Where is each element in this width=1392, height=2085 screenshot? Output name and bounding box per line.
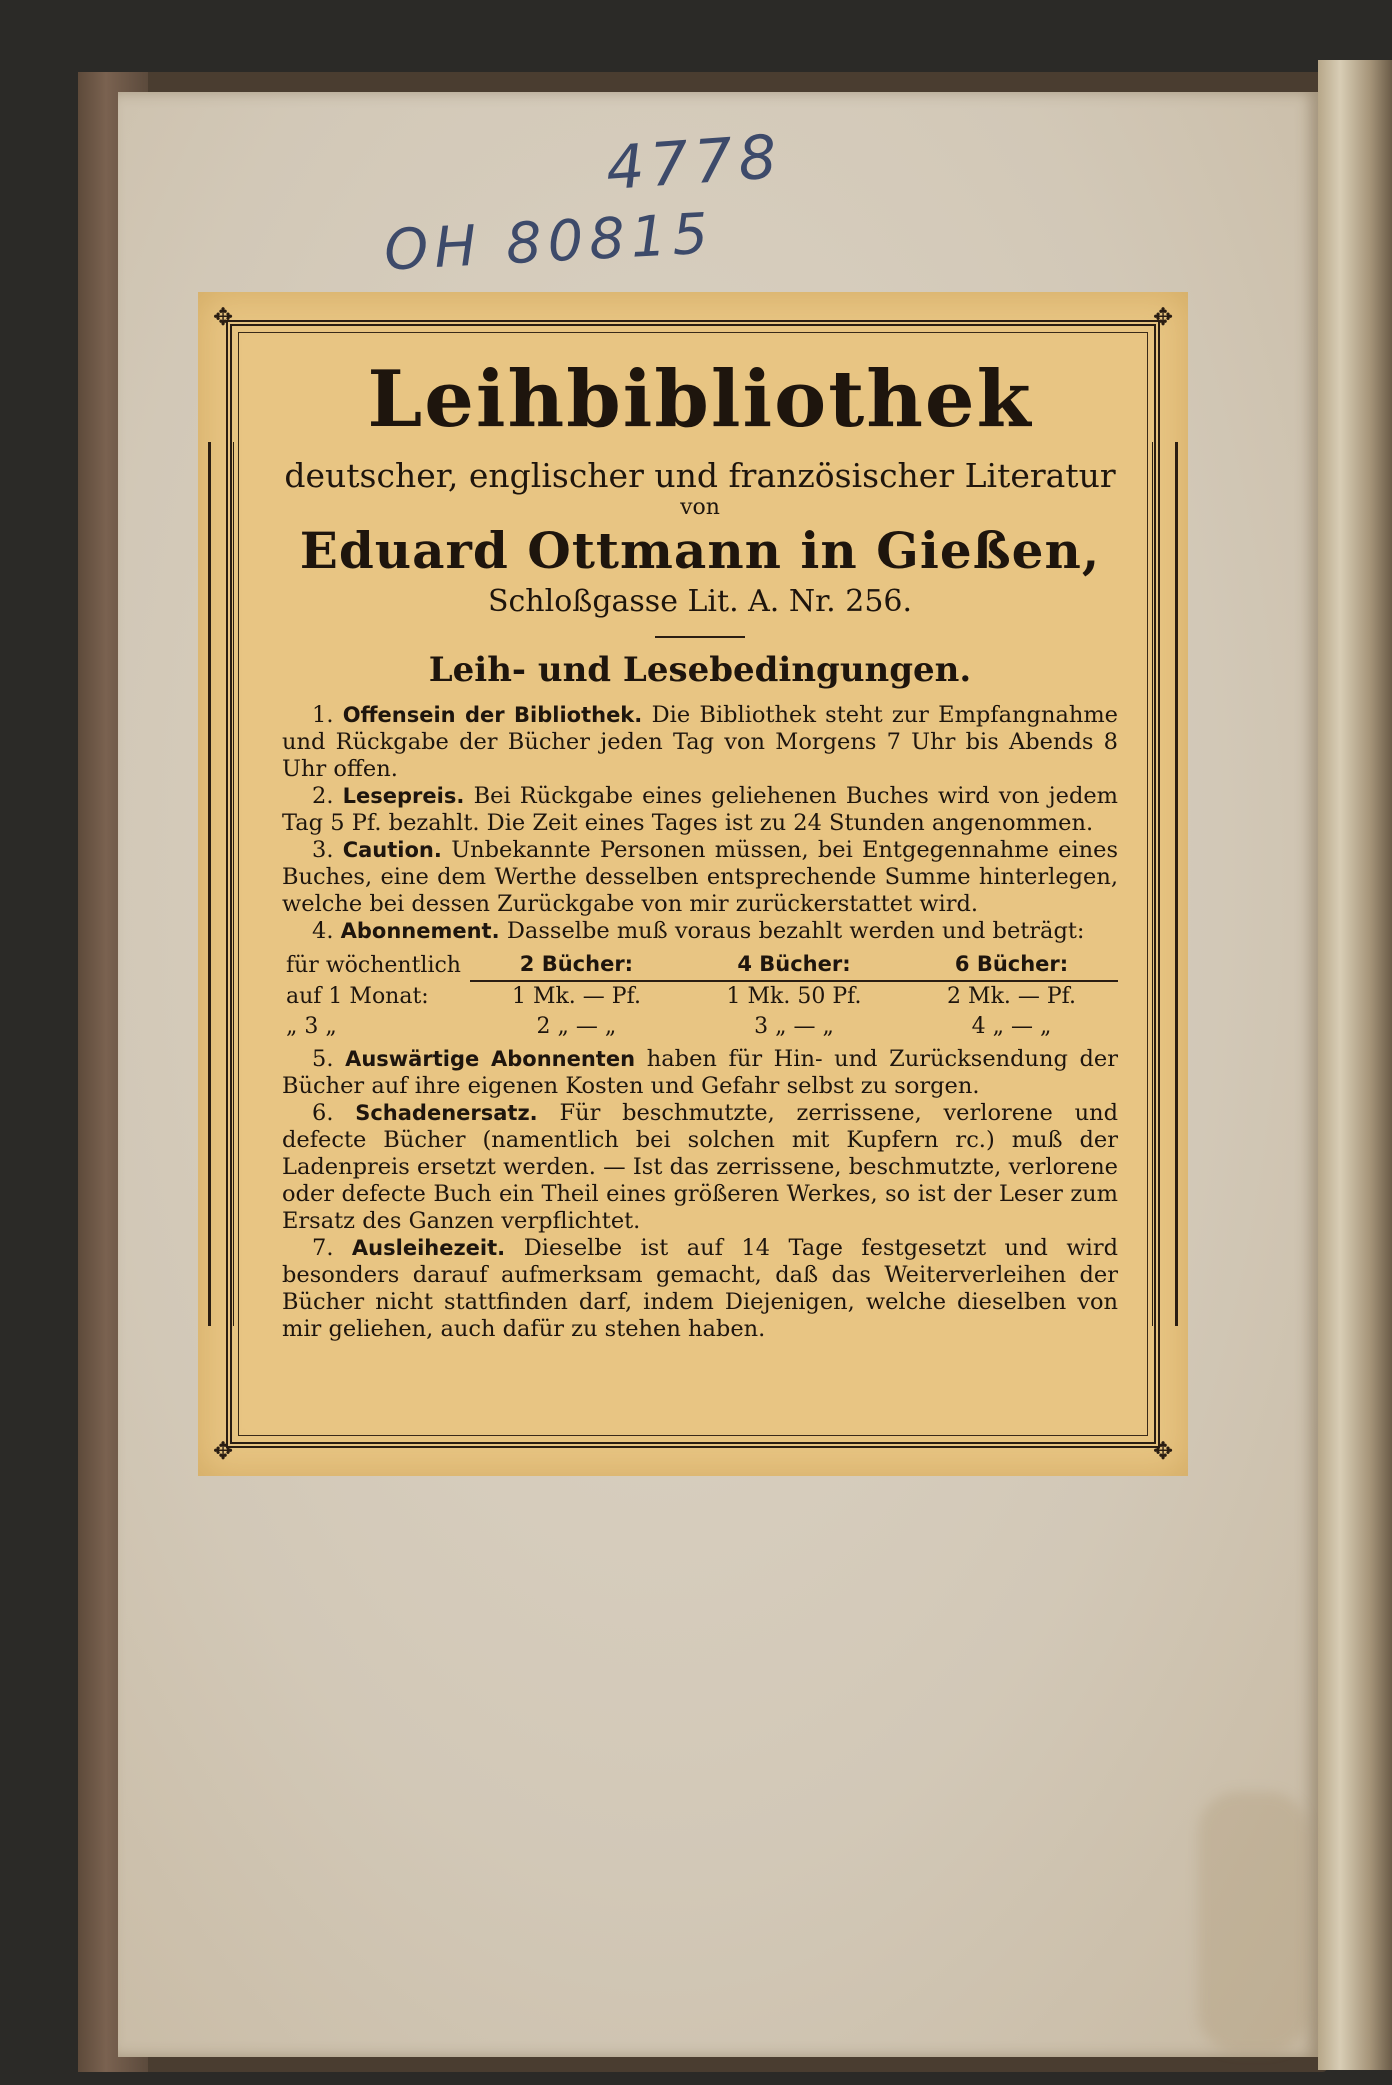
stain [1198,1792,1308,2052]
section-heading: Leih- und Lesebedingungen. [428,650,972,690]
rule-text: Dasselbe muß voraus bezahlt werden und beträgt: [506,918,1085,944]
rule-text: Bei Rückgabe eines geliehenen Buches wird von jedem Tag 5 Pf. bezahlt. Die Zeit eines Tages ist zu 24 Stunden angenommen. [282,783,1118,836]
side-ornament-right [1152,442,1178,1326]
fee-column-header: 4 Bücher: [683,951,905,981]
fee-cell: 2 Mk. — Pf. [947,984,1077,1009]
fee-row [282,981,1118,1012]
owner-address: Schloßgasse Lit. A. Nr. 256. [487,584,913,619]
corner-ornament-icon: ✥ [212,1437,234,1465]
fee-cell: 2 „ — „ [536,1014,617,1039]
rule-paragraph [282,702,1118,783]
fee-row-label: „ 3 „ [286,1014,337,1039]
corner-ornament-icon: ✥ [1152,303,1174,331]
rule-paragraph [282,918,1118,945]
fee-table [282,951,1118,1042]
rule-term: Abonnement. [340,919,507,943]
rule-term: Lesepreis. [342,784,474,808]
fee-cell: 3 „ — „ [754,1014,834,1039]
rule-number: 6. [312,1100,356,1126]
owner-name: Eduard Ottmann in Gießen, [299,521,1101,580]
rule-term: Auswärtige Abonnenten [345,1047,647,1071]
label-title: Leihbibliothek [367,354,1033,445]
rule-text: Für beschmutzte, zerrissene, verlorene und defecte Bücher (namentlich bei solchen mit Kupfern rc.) muß der Ladenpreis ersetzt werden. — Ist das zerrissene, beschmutzte, verlorene oder defecte Buch ein Theil eines größeren Werkes, so ist der Leser zum Ersatz des Ganzen verpflichtet. [282,1100,1118,1234]
fee-row-header: für wöchentlich [286,953,461,978]
rule-text: Dieselbe ist auf 14 Tage festgesetzt und wird besonders darauf aufmerksam gemacht, daß das Weiterverleihen der Bücher nicht stattfinden darf, indem Diejenigen, welche dieselben von mir geliehen, auch dafür zu stehen haben. [282,1235,1118,1342]
rules-list [282,1046,1118,1343]
rule-paragraph [282,1235,1118,1343]
corner-ornament-icon: ✥ [1152,1437,1174,1465]
fee-cell: 4 „ — „ [971,1014,1052,1039]
rule-paragraph [282,1046,1118,1100]
page-edges [1318,60,1392,2070]
rule-term: Caution. [342,838,452,862]
divider [655,636,745,638]
rule-text: haben für Hin- und Zurücksendung der Bücher auf ihre eigenen Kosten und Gefahr selbst zu sorgen. [282,1046,1118,1099]
rule-paragraph [282,837,1118,918]
fee-column-header: 6 Bücher: [905,951,1118,981]
rule-term: Schadenersatz. [355,1101,560,1125]
rule-text: Unbekannte Personen müssen, bei Entgegennahme eines Buches, eine dem Werthe desselben entsprechende Summe hinterlegen, welche bei dessen Zurückgabe von mir zurückerstattet wird. [282,837,1118,917]
rule-number: 7. [312,1235,352,1261]
rule-term: Ausleihezeit. [351,1236,524,1260]
handwritten-shelfmark-bottom: OH 80815 [382,201,716,284]
rule-number: 3. [312,837,343,863]
rule-number: 2. [312,783,343,809]
fee-row-label: auf 1 Monat: [286,983,429,1009]
label-von: von [680,495,720,520]
label-content [282,352,1118,1343]
rule-paragraph [282,783,1118,837]
side-ornament-left [208,442,234,1326]
handwritten-shelfmark-top: 4778 [603,121,785,205]
library-label [198,292,1188,1476]
rule-paragraph [282,1100,1118,1235]
fee-cell: 1 Mk. 50 Pf. [726,984,862,1009]
rule-number: 1. [312,702,343,728]
fee-row [282,1012,1118,1042]
rules-list [282,702,1118,945]
fee-column-header: 2 Bücher: [470,951,683,981]
rule-number: 4. [312,918,341,944]
fee-cell: 1 Mk. — Pf. [511,984,641,1009]
corner-ornament-icon: ✥ [212,303,234,331]
rule-term: Offensein der Bibliothek. [342,703,652,727]
label-subtitle: deutscher, englischer und französischer Literatur [284,456,1116,495]
rule-text: Die Bibliothek steht zur Empfangnahme und Rückgabe der Bücher jeden Tag von Morgens 7 Uhr bis Abends 8 Uhr offen. [282,702,1118,782]
rule-number: 5. [312,1046,346,1072]
